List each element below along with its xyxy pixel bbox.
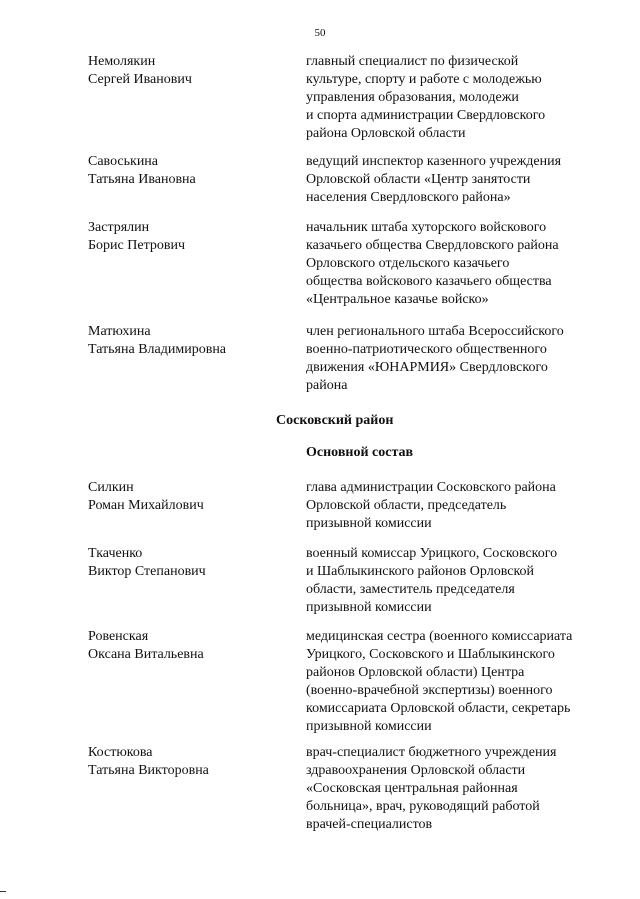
member-given-name: Татьяна Викторовна bbox=[88, 763, 209, 778]
member-name bbox=[88, 628, 288, 664]
position-line: врач-специалист бюджетного учреждения bbox=[306, 745, 557, 760]
position-line: и спорта администрации Свердловского bbox=[306, 108, 546, 123]
member-given-name: Сергей Иванович bbox=[88, 72, 192, 87]
member-name bbox=[88, 479, 288, 515]
member-given-name: Роман Михайлович bbox=[88, 498, 204, 513]
member-surname: Матюхина bbox=[88, 324, 151, 339]
member-surname: Ткаченко bbox=[88, 546, 143, 561]
position-line: Орловской области, председатель bbox=[306, 498, 507, 513]
section-heading: Основной состав bbox=[306, 445, 414, 460]
position-line: населения Свердловского района» bbox=[306, 190, 511, 205]
position-line: казачьего общества Свердловского района bbox=[306, 238, 559, 253]
member-position bbox=[306, 628, 606, 736]
position-line: «Сосковская центральная районная bbox=[306, 781, 518, 796]
position-line: движения «ЮНАРМИЯ» Свердловского bbox=[306, 360, 548, 375]
position-line: области, заместитель председателя bbox=[306, 582, 515, 597]
position-line: призывной комиссии bbox=[306, 516, 432, 531]
member-position bbox=[306, 53, 606, 143]
position-line: член регионального штаба Всероссийского bbox=[306, 324, 564, 339]
member-position bbox=[306, 479, 606, 533]
position-line: врачей-специалистов bbox=[306, 817, 433, 832]
member-surname: Савоськина bbox=[88, 154, 159, 169]
page-number: 50 bbox=[314, 27, 326, 39]
member-surname: Силкин bbox=[88, 480, 134, 495]
member-name bbox=[88, 323, 288, 359]
position-line: военный комиссар Урицкого, Сосковского bbox=[306, 546, 558, 561]
position-line: и Шаблыкинского районов Орловской bbox=[306, 564, 535, 579]
member-position bbox=[306, 744, 606, 834]
position-line: глава администрации Сосковского района bbox=[306, 480, 556, 495]
member-name bbox=[88, 545, 288, 581]
position-line: районов Орловской области) Центра bbox=[306, 665, 525, 680]
member-name bbox=[88, 744, 288, 780]
member-given-name: Борис Петрович bbox=[88, 238, 186, 253]
position-line: начальник штаба хуторского войскового bbox=[306, 220, 547, 235]
member-name bbox=[88, 219, 288, 255]
district-heading: Сосковский район bbox=[276, 413, 394, 428]
member-name bbox=[88, 53, 288, 89]
position-line: военно-патриотического общественного bbox=[306, 342, 547, 357]
position-line: здравоохранения Орловской области bbox=[306, 763, 526, 778]
position-line: больница», врач, руководящий работой bbox=[306, 799, 540, 814]
position-line: Орловского отдельского казачьего bbox=[306, 256, 510, 271]
member-surname: Ровенская bbox=[88, 629, 149, 644]
scan-edge-mark bbox=[0, 891, 6, 892]
position-line: Орловской области «Центр занятости bbox=[306, 172, 531, 187]
position-line: главный специалист по физической bbox=[306, 54, 519, 69]
member-name bbox=[88, 153, 288, 189]
position-line: Урицкого, Сосковского и Шаблыкинского bbox=[306, 647, 555, 662]
position-line: «Центральное казачье войско» bbox=[306, 292, 489, 307]
member-surname: Застрялин bbox=[88, 220, 150, 235]
member-given-name: Виктор Степанович bbox=[88, 564, 206, 579]
position-line: призывной комиссии bbox=[306, 600, 432, 615]
member-given-name: Татьяна Владимировна bbox=[88, 342, 227, 357]
member-given-name: Татьяна Ивановна bbox=[88, 172, 196, 187]
position-line: ведущий инспектор казенного учреждения bbox=[306, 154, 562, 169]
member-position bbox=[306, 545, 606, 617]
position-line: медицинская сестра (военного комиссариата bbox=[306, 629, 573, 644]
position-line: управления образования, молодежи bbox=[306, 90, 519, 105]
position-line: комиссариата Орловской области, секретарь bbox=[306, 701, 571, 716]
position-line: общества войскового казачьего общества bbox=[306, 274, 552, 289]
position-line: призывной комиссии bbox=[306, 719, 432, 734]
member-position bbox=[306, 323, 606, 395]
position-line: района bbox=[306, 378, 348, 393]
position-line: культуре, спорту и работе с молодежью bbox=[306, 72, 542, 87]
member-position bbox=[306, 219, 606, 309]
member-given-name: Оксана Витальевна bbox=[88, 647, 204, 662]
position-line: (военно-врачебной экспертизы) военного bbox=[306, 683, 553, 698]
member-surname: Немолякин bbox=[88, 54, 156, 69]
member-position bbox=[306, 153, 606, 207]
member-surname: Костюкова bbox=[88, 745, 153, 760]
position-line: района Орловской области bbox=[306, 126, 466, 141]
